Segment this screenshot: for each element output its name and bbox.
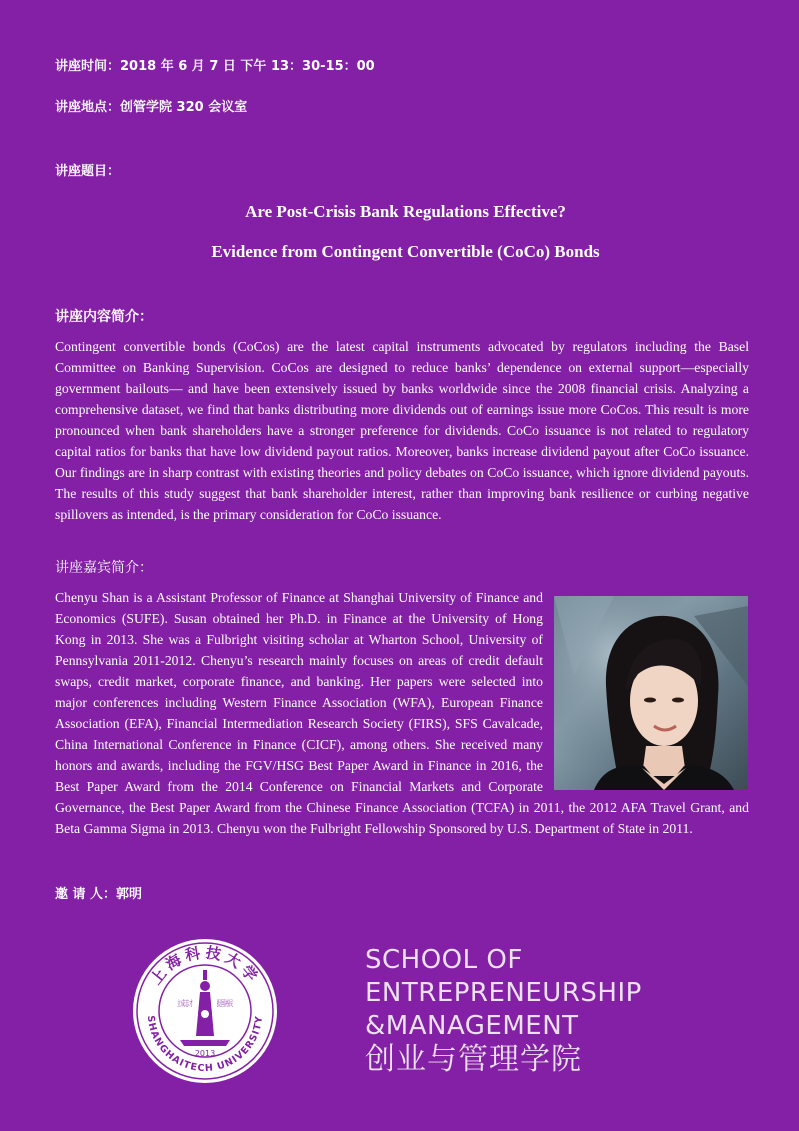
speaker-bio-text: Chenyu Shan is a Assistant Professor of Finance at Shanghai University of Finance and Economics (SUFE). Susan obtained her Ph.D. in Finance at the University of Hong Kong in 2013. She was a Fulbright visiting scholar at Wharton School, University of Pennsylvania 2011-2012. Chenyu’s research mainly focuses on areas of credit default swaps, credit market, corporate finance, and banking. Her papers were selected into major conferences including Western Finance Association (WFA), European Finance Association (EFA), Financial Intermediation Research Society (FIRS), SFS Cavalcade, China International Conference in Finance (CICF), among others. She received many honors and awards, including the FGV/HSG Best Paper Award in Finance in 2016, the Best Paper Award from the 2014 Conference on Financial Markets and Corporate Governance, the Best Paper Award from the Chinese Finance Association (TCFA) in 2011, the 2012 AFA Travel Grant, and Beta Gamma Sigma in 2013. Chenyu won the Fulbright Fellowship Sponsored by U.S. Department of State in 2011.: [55, 590, 749, 836]
lecture-title-line2: Evidence from Contingent Convertible (CoCo) Bonds: [211, 242, 600, 261]
school-line-1: SCHOOL OF: [365, 945, 523, 975]
logo-year: 2013: [194, 1049, 216, 1058]
abstract-label: 讲座内容简介：: [55, 309, 153, 325]
topic-label: 讲座题目：: [55, 164, 121, 179]
lecture-time: 讲座时间：2018 年 6 月 7 日 下午 13：30-15：00: [55, 59, 375, 74]
logo-cn-name: 上海科技大学: [146, 943, 264, 988]
logo-motto-right: [217, 998, 233, 1008]
logo-en-name: SHANGHAITECH UNIVERSITY: [144, 1014, 266, 1075]
logo-motto-left: [177, 998, 193, 1008]
lecture-title-line1: Are Post-Crisis Bank Regulations Effective?: [245, 202, 566, 221]
school-line-4: 创业与管理学院: [365, 1042, 582, 1077]
shanghaitech-logo: [130, 936, 280, 1086]
speaker-label: 讲座嘉宾简介：: [55, 560, 153, 576]
lecture-venue: 讲座地点：创管学院 320 会议室: [55, 100, 248, 115]
speaker-photo: [554, 596, 748, 790]
school-line-2: ENTREPRENEURSHIP: [365, 978, 642, 1008]
inviter: 邀 请 人：郭明: [55, 887, 143, 902]
school-line-3: &MANAGEMENT: [365, 1011, 579, 1041]
abstract-text: Contingent convertible bonds (CoCos) are the latest capital instruments advocated by regulators including the Basel Committee on Banking Supervision. CoCos are designed to reduce banks’ dependence on external support—especially government bailouts— and have been extensively issued by banks worldwide since the 2008 financial crisis. Analyzing a comprehensive dataset, we find that banks distributing more dividends out of earnings issue more CoCos. This result is more pronounced when bank shareholders have a stronger preference for dividends. CoCo issuance is not related to regulatory capital ratios for banks that have low dividend payout ratios. Moreover, banks increase dividend payout after CoCo issuance. Our findings are in sharp contrast with existing theories and policy debates on CoCo issuance, which ignore dividend payouts. The results of this study suggest that bank shareholder interest, rather than improving bank resilience or curbing negative spillovers as intended, is the primary consideration for CoCo issuance.: [55, 339, 749, 522]
school-name-block: [365, 944, 642, 1076]
